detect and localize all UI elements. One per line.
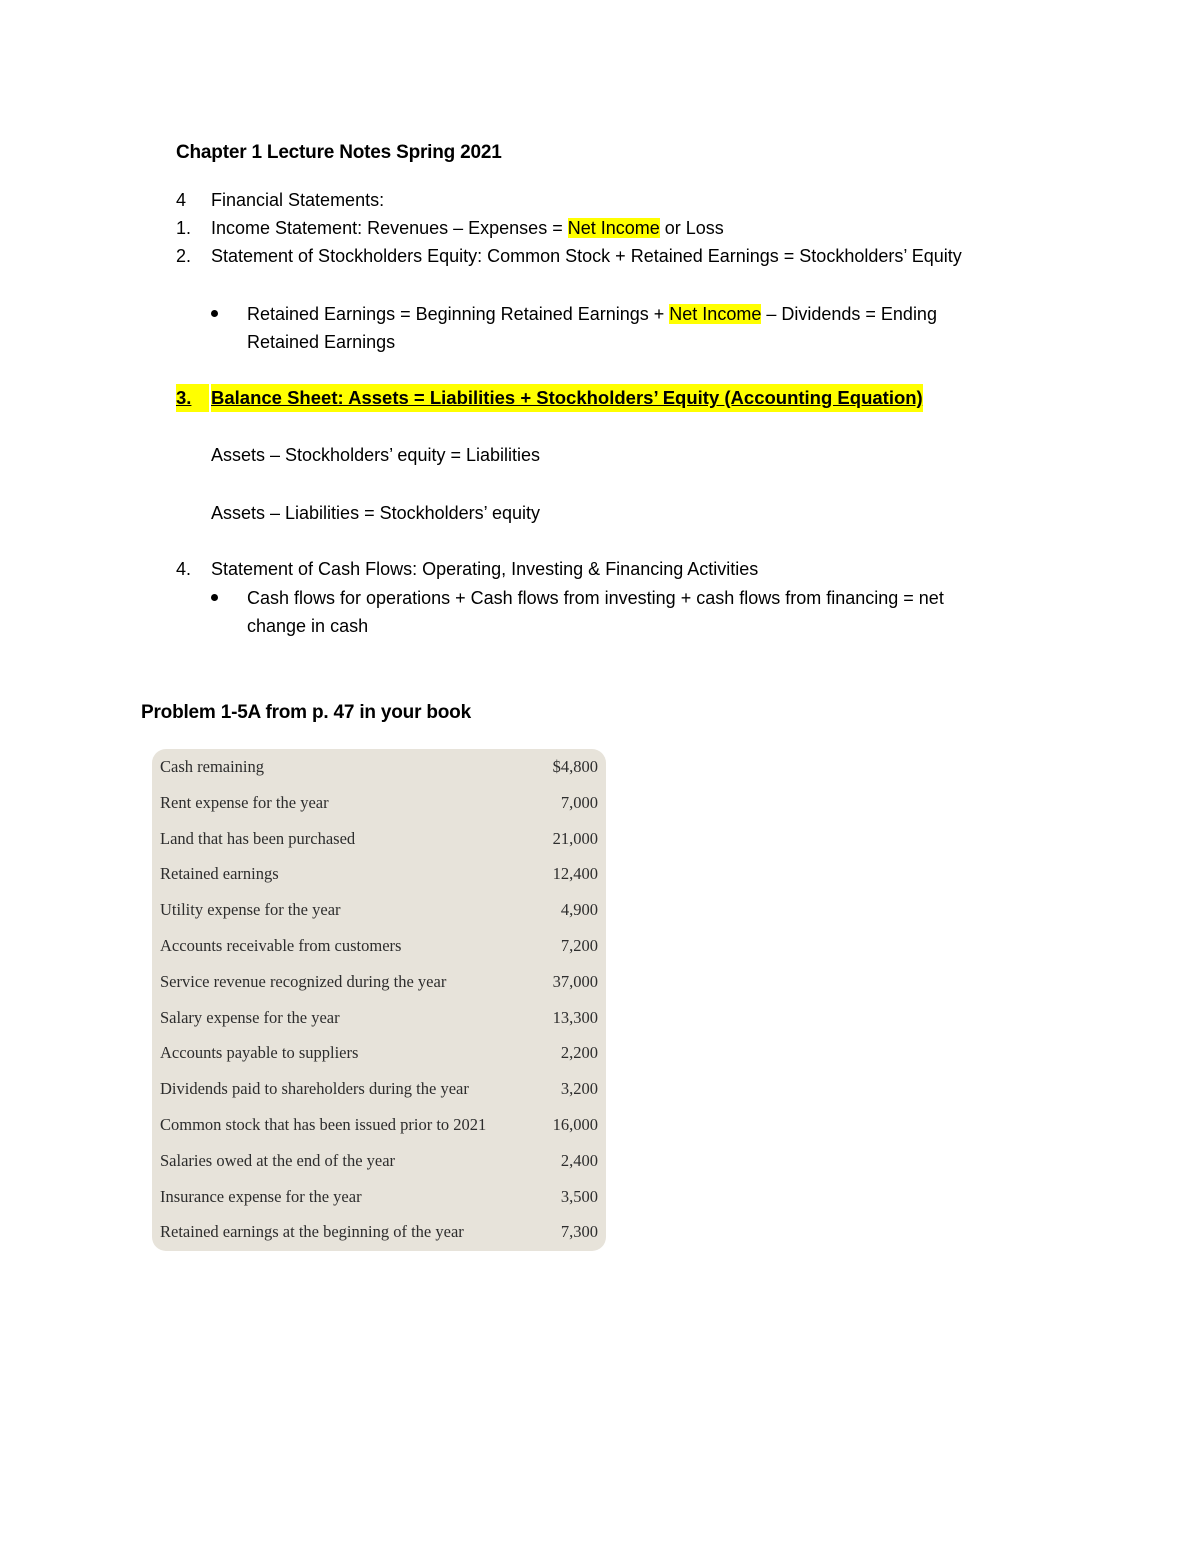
list-number: 3. xyxy=(176,384,209,412)
row-label: Cash remaining xyxy=(160,757,265,776)
income-statement-text: Income Statement: Revenues – Expenses = xyxy=(211,218,568,238)
row-amount: 7,200 xyxy=(560,936,598,955)
table-row xyxy=(152,1181,606,1217)
table-row xyxy=(152,1145,606,1181)
table-row xyxy=(152,751,606,787)
table-row xyxy=(152,823,606,859)
bullet-icon xyxy=(211,594,218,601)
table-row xyxy=(152,966,606,1002)
table-row xyxy=(152,894,606,930)
table-row xyxy=(152,787,606,823)
row-label: Dividends paid to shareholders during the year xyxy=(160,1079,469,1099)
equation-liabilities: Assets – Stockholders’ equity = Liabilities xyxy=(211,445,541,465)
list-number: 2. xyxy=(176,246,192,266)
row-label: Retained earnings xyxy=(160,864,279,884)
equation-equity: Assets – Liabilities = Stockholders’ equity xyxy=(211,503,541,523)
row-amount: 4,900 xyxy=(560,900,598,920)
stockholders-equity-text: Statement of Stockholders Equity: Common Stock + Retained Earnings = Stockholders’ Equity xyxy=(211,246,962,266)
row-label: Accounts payable to suppliers xyxy=(160,1043,359,1063)
table-row xyxy=(152,1109,606,1145)
net-income-highlight: Net Income xyxy=(669,304,762,324)
row-label: Common stock that has been issued prior to 2021 xyxy=(160,1115,487,1134)
row-label: Salary expense for the year xyxy=(160,1007,340,1027)
row-label: Insurance expense for the year xyxy=(160,1186,362,1206)
net-income-highlight: Net Income xyxy=(567,218,660,238)
retained-earnings-line-1: Retained Earnings = Beginning Retained Earnings + Net Income – Dividends = Ending xyxy=(247,304,937,324)
table-row xyxy=(152,858,606,894)
income-statement-suffix: or Loss xyxy=(659,218,724,238)
row-amount: 2,400 xyxy=(560,1150,598,1170)
cash-flows-formula-line-2: change in cash xyxy=(247,616,369,636)
row-label: Retained earnings at the beginning of the year xyxy=(160,1222,464,1242)
row-label: Service revenue recognized during the year xyxy=(160,971,447,991)
row-amount: 16,000 xyxy=(552,1115,598,1134)
list-number: 1. xyxy=(176,218,192,238)
row-label: Land that has been purchased xyxy=(160,828,356,848)
bullet-icon xyxy=(211,310,218,317)
table-row xyxy=(152,1002,606,1038)
list-number: 4. xyxy=(176,559,192,579)
row-amount: 3,500 xyxy=(560,1186,598,1206)
table-row xyxy=(152,930,606,966)
row-amount: 7,000 xyxy=(560,792,598,812)
row-amount: $4,800 xyxy=(552,757,598,776)
balance-sheet-text: Balance Sheet: Assets = Liabilities + Stockholders’ Equity (Accounting Equation) xyxy=(211,384,923,412)
problem-data-table xyxy=(152,749,606,1251)
row-label: Utility expense for the year xyxy=(160,900,341,920)
table-row xyxy=(152,1216,606,1252)
row-amount: 12,400 xyxy=(552,864,598,884)
cash-flows-text: Statement of Cash Flows: Operating, Investing & Financing Activities xyxy=(211,559,759,579)
table-row xyxy=(152,1037,606,1073)
cash-flows-formula-line-1: Cash flows for operations + Cash flows from investing + cash flows from financing = net xyxy=(247,588,944,608)
row-label: Salaries owed at the end of the year xyxy=(160,1150,396,1170)
row-label: Accounts receivable from customers xyxy=(160,936,402,955)
problem-heading: Problem 1-5A from p. 47 in your book xyxy=(141,702,471,723)
row-amount: 21,000 xyxy=(552,828,598,848)
row-amount: 37,000 xyxy=(552,971,598,991)
table-row xyxy=(152,1073,606,1109)
page-title: Chapter 1 Lecture Notes Spring 2021 xyxy=(176,142,502,163)
row-amount: 3,200 xyxy=(560,1079,598,1099)
row-amount: 13,300 xyxy=(552,1007,598,1027)
intro-text: Financial Statements: xyxy=(211,190,385,210)
row-amount: 2,200 xyxy=(560,1043,598,1063)
intro-number: 4 xyxy=(176,190,187,210)
retained-earnings-line-2: Retained Earnings xyxy=(247,332,396,352)
row-label: Rent expense for the year xyxy=(160,792,329,812)
row-amount: 7,300 xyxy=(560,1222,598,1242)
